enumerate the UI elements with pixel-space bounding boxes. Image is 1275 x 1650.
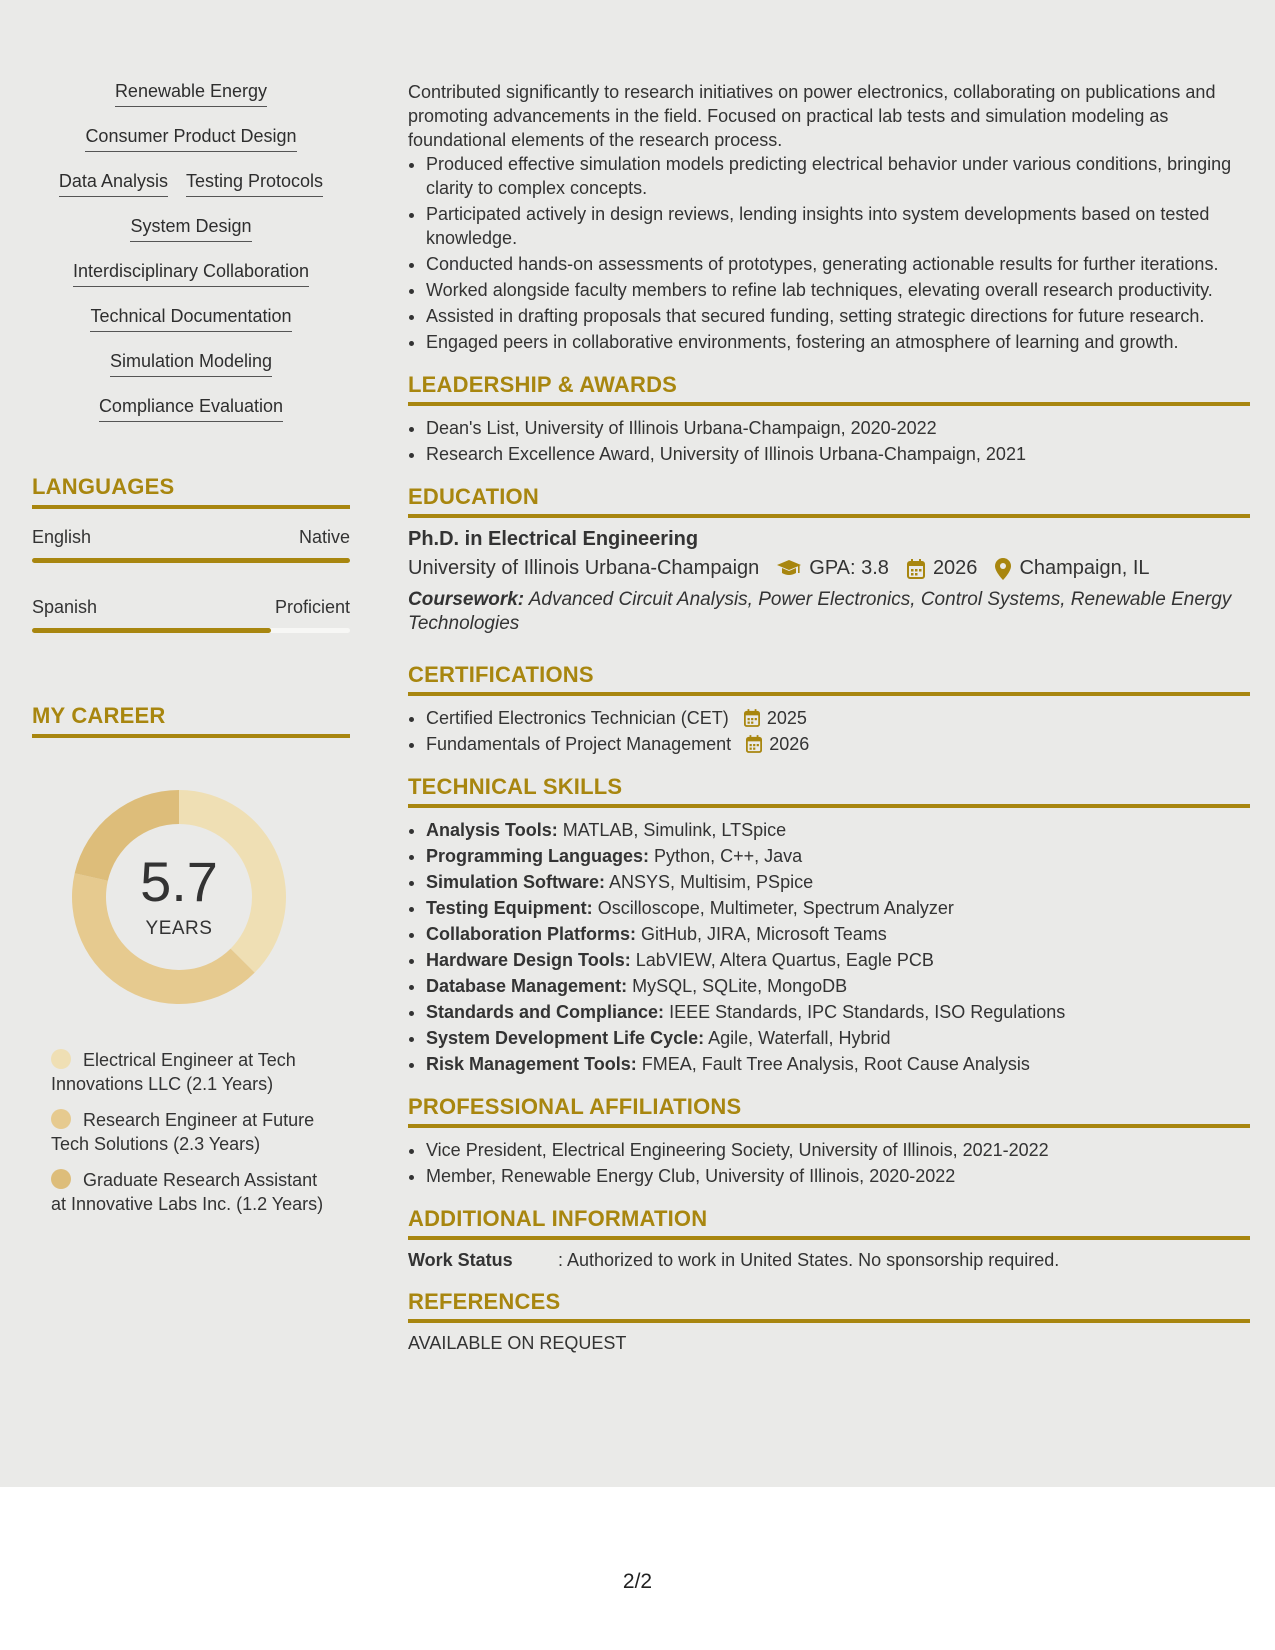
calendar-icon [907,559,925,579]
coursework-label: Coursework: [408,589,525,610]
legend-dot-icon [51,1049,71,1069]
career-section [32,703,350,1216]
skill-tag: Compliance Evaluation [99,395,283,422]
additional-info-heading: ADDITIONAL INFORMATION [408,1206,1250,1240]
affiliations-heading: PROFESSIONAL AFFILIATIONS [408,1094,1250,1128]
list-item [426,974,1250,998]
education-heading: EDUCATION [408,484,1250,518]
certification-year: 2025 [766,708,807,728]
degree-title: Ph.D. in Electrical Engineering [408,528,699,550]
language-bar [32,558,350,563]
career-heading: MY CAREER [32,703,350,738]
certification-name: Fundamentals of Project Management [426,734,732,754]
legend-dot-icon [51,1109,71,1129]
certification-year: 2026 [769,734,810,754]
legend-label: Electrical Engineer at Tech Innovations LLC (2.1 Years) [51,1050,296,1094]
language-bar [32,628,350,633]
affiliations-list [408,1138,1250,1188]
career-years-label: YEARS [145,918,213,939]
calendar-icon [746,735,762,753]
list-item [426,732,1250,756]
language-item [32,527,350,563]
skill-tag: Simulation Modeling [110,350,272,377]
skill-values: LabVIEW, Altera Quartus, Eagle PCB [635,950,934,970]
language-level: Proficient [274,597,350,617]
language-level: Native [298,527,350,547]
skill-tag: Technical Documentation [90,305,291,332]
leadership-heading: LEADERSHIP & AWARDS [408,372,1250,406]
legend-item [51,1108,331,1156]
legend-item [51,1048,331,1096]
career-legend [51,1048,331,1216]
list-item: • Engaged peers in collaborative environments, fostering an atmosphere of learning and growth. [426,330,1250,354]
skills-list [32,80,350,422]
legend-item [51,1168,331,1216]
language-name: Spanish [32,597,98,617]
page-number: 2/2 [622,1570,653,1593]
career-total-years: 5.7 [140,850,218,913]
skill-category: Risk Management Tools: [426,1054,637,1074]
list-item: • Research Excellence Award, University of Illinois Urbana-Champaign, 2021 [426,442,1250,466]
leadership-list [408,416,1250,466]
right-column [408,80,1250,1354]
technical-skills-heading: TECHNICAL SKILLS [408,774,1250,808]
career-donut-chart [64,782,294,1012]
legend-label: Graduate Research Assistant at Innovative Labs Inc. (1.2 Years) [51,1170,324,1214]
skill-category: Database Management: [426,976,628,996]
references-heading: REFERENCES [408,1289,1250,1323]
work-status-value: : Authorized to work in United States. No sponsorship required. [558,1250,1060,1270]
left-column [32,80,350,1228]
list-item [426,1052,1250,1076]
list-item [426,844,1250,868]
list-item: • Vice President, Electrical Engineering Society, University of Illinois, 2021-2022 [426,1138,1250,1162]
skill-values: MySQL, SQLite, MongoDB [632,976,848,996]
list-item [426,922,1250,946]
skill-values: Python, C++, Java [654,846,803,866]
coursework-list: Advanced Circuit Analysis, Power Electronics, Control Systems, Renewable Energy Technologies [408,589,1232,634]
skill-values: ANSYS, Multisim, PSpice [609,872,814,892]
list-item: • Member, Renewable Energy Club, University of Illinois, 2020-2022 [426,1164,1250,1188]
list-item [426,948,1250,972]
school-name: University of Illinois Urbana-Champaign [408,557,760,579]
language-bar-fill [32,558,350,563]
graduation-year: 2026 [932,557,978,579]
location-pin-icon [995,558,1011,580]
school-location: Champaign, IL [1019,557,1150,579]
list-item [426,706,1250,730]
list-item [426,896,1250,920]
skill-category: Simulation Software: [426,872,606,892]
skill-tag: Renewable Energy [115,80,267,107]
list-item [426,818,1250,842]
skill-values: IEEE Standards, IPC Standards, ISO Regulations [669,1002,1066,1022]
references-text: AVAILABLE ON REQUEST [408,1333,627,1353]
list-item [426,1000,1250,1024]
list-item: • Worked alongside faculty members to refine lab techniques, elevating overall research productivity. [426,278,1250,302]
calendar-icon [744,709,760,727]
list-item: • Produced effective simulation models predicting electrical behavior under various conditions, bringing clarity to complex concepts. [426,152,1250,200]
list-item: • Dean's List, University of Illinois Urbana-Champaign, 2020-2022 [426,416,1250,440]
skill-category: System Development Life Cycle: [426,1028,705,1048]
skill-tag: System Design [130,215,251,242]
certification-name: Certified Electronics Technician (CET) [426,708,729,728]
certifications-heading: CERTIFICATIONS [408,662,1250,696]
legend-dot-icon [51,1169,71,1189]
gpa: GPA: 3.8 [809,557,889,579]
graduation-cap-icon [777,560,801,578]
skill-category: Standards and Compliance: [426,1002,665,1022]
list-item: • Assisted in drafting proposals that secured funding, setting strategic directions for future research. [426,304,1250,328]
list-item [426,1026,1250,1050]
language-name: English [32,527,92,547]
language-bar-fill [32,628,271,633]
skill-category: Hardware Design Tools: [426,950,631,970]
skill-values: Agile, Waterfall, Hybrid [708,1028,891,1048]
experience-summary: Contributed significantly to research initiatives on power electronics, collaborating on publications and promoting advancements in the field. Focused on practical lab tests and simulation modeling as foundational elements of the research process. [408,82,1216,150]
skill-tag: Interdisciplinary Collaboration [73,260,309,287]
skill-values: GitHub, JIRA, Microsoft Teams [641,924,887,944]
skill-tag: Consumer Product Design [85,125,296,152]
list-item: • Participated actively in design reviews, lending insights into system developments based on tested knowledge. [426,202,1250,250]
legend-label: Research Engineer at Future Tech Solutions (2.3 Years) [51,1110,315,1154]
technical-skills-list [408,818,1250,1076]
list-item [426,870,1250,894]
skill-category: Collaboration Platforms: [426,924,637,944]
skill-values: FMEA, Fault Tree Analysis, Root Cause Analysis [641,1054,1030,1074]
coursework [408,588,1250,636]
education-details [408,557,1250,580]
work-status-label: Work Status [408,1250,513,1270]
skill-tag: Testing Protocols [186,170,323,197]
list-item: • Conducted hands-on assessments of prototypes, generating actionable results for further iterations. [426,252,1250,276]
skill-category: Analysis Tools: [426,820,558,840]
skill-tag: Data Analysis [59,170,168,197]
language-item [32,597,350,633]
certifications-list [408,706,1250,756]
languages-heading: LANGUAGES [32,474,350,509]
work-status-row [408,1250,1250,1271]
skill-values: Oscilloscope, Multimeter, Spectrum Analyzer [597,898,954,918]
languages-section [32,474,350,633]
skill-category: Testing Equipment: [426,898,593,918]
skill-category: Programming Languages: [426,846,650,866]
experience-bullets [408,152,1250,354]
skill-values: MATLAB, Simulink, LTSpice [562,820,787,840]
